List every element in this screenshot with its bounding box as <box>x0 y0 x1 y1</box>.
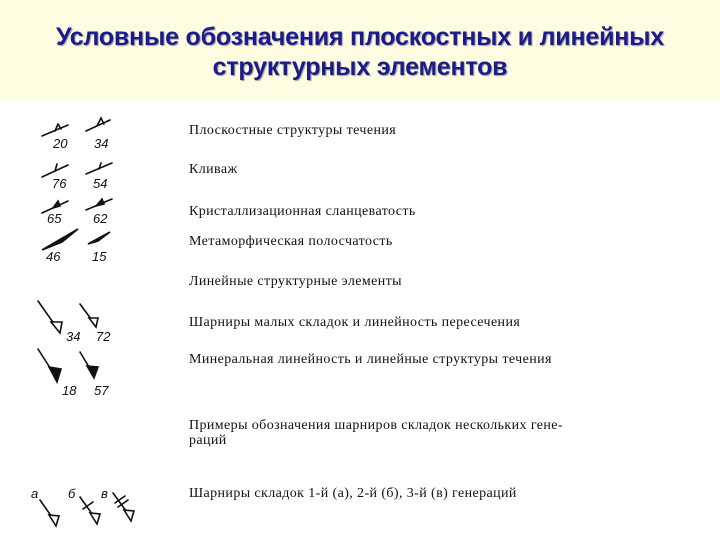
legend-text-cleavage: Кливаж <box>189 162 238 177</box>
fold-hinge-arrow-icon <box>38 301 62 333</box>
legend-text-fold-hinges: Шарниры малых складок и линейность пересечения <box>189 315 521 330</box>
symbol-label: 18 <box>62 383 77 398</box>
symbol-label: 46 <box>46 249 61 264</box>
symbol-label: 54 <box>93 176 108 191</box>
legend-text-schistosity: Кристаллизационная сланцеватость <box>189 204 416 219</box>
fold-hinge-arrow-icon <box>80 304 98 327</box>
cleavage-symbol-icon <box>42 164 68 177</box>
hinge-generation-3-icon <box>113 493 134 521</box>
symbol-label: 57 <box>94 383 109 398</box>
legend-text-examples: Примеры обозначения шарниров складок нескольких гене- <box>189 418 563 433</box>
symbol-label: 20 <box>53 136 68 151</box>
schistosity-symbol-icon <box>42 201 68 213</box>
symbol-label: 76 <box>52 176 67 191</box>
hinge-generation-2-icon <box>80 497 100 524</box>
legend-text-planar-flow: Плоскостные структуры течения <box>189 123 397 138</box>
banding-symbol-icon <box>42 229 78 250</box>
legend-text-examples-cont: раций <box>189 433 227 448</box>
legend-text-mineral-lineation: Минеральная линейность и линейные структуры течения <box>189 352 552 367</box>
legend-text-generations: Шарниры складок 1-й (а), 2-й (б), 3-й (в) генераций <box>189 486 517 501</box>
symbol-label: в <box>101 486 108 501</box>
title-line-2: структурных элементов <box>212 53 508 81</box>
symbol-label: а <box>31 486 39 501</box>
hinge-generation-1-icon <box>40 500 59 526</box>
symbol-label: 72 <box>96 329 111 344</box>
symbol-label: 65 <box>47 211 62 226</box>
mineral-lineation-arrow-icon <box>38 349 61 382</box>
title-line-1: Условные обозначения плоскостных и линейных <box>55 23 664 51</box>
schistosity-symbol-icon <box>86 199 112 210</box>
mineral-lineation-arrow-icon <box>80 352 98 378</box>
legend-text-banding: Метаморфическая полосчатость <box>189 234 393 249</box>
legend-text-linear-heading: Линейные структурные элементы <box>189 274 402 289</box>
planar-flow-symbol-icon <box>86 118 110 131</box>
symbol-label: 34 <box>94 136 109 151</box>
symbol-label: б <box>68 486 76 501</box>
symbol-label: 62 <box>93 211 108 226</box>
symbol-label: 15 <box>92 249 107 264</box>
planar-flow-symbol-icon <box>42 124 68 136</box>
banding-symbol-icon <box>88 232 110 244</box>
symbol-label: 34 <box>66 329 81 344</box>
cleavage-symbol-icon <box>86 163 112 174</box>
